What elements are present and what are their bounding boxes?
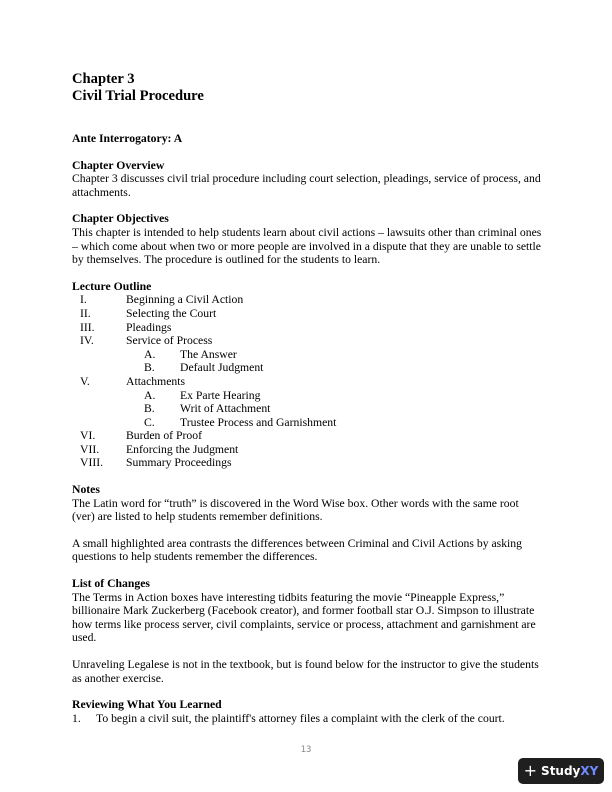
outline-num: III.	[80, 320, 95, 334]
outline-text: Writ of Attachment	[180, 402, 271, 416]
review-item-number: 1.	[72, 711, 81, 725]
page-number: 13	[300, 745, 312, 755]
notes-paragraph: A small highlighted area contrasts the differences between Criminal and Civil Actions by asking questions to help students remember the differences.	[72, 536, 522, 564]
outline-item	[72, 375, 542, 389]
changes-heading: List of Changes	[72, 577, 150, 591]
chapter-number: Chapter 3	[72, 71, 135, 87]
outline-num: VIII.	[80, 456, 104, 470]
overview-text: Chapter 3 discusses civil trial procedure including court selection, pleadings, service of process, and attachments.	[72, 172, 541, 199]
overview-heading: Chapter Overview	[72, 158, 165, 172]
outline-num: V.	[80, 374, 90, 388]
document-page	[72, 71, 542, 725]
outline-text: Selecting the Court	[126, 306, 217, 320]
plus-icon: +	[523, 761, 538, 780]
outline-item	[72, 293, 542, 307]
outline-text: Pleadings	[126, 320, 172, 334]
studyxy-badge[interactable]	[518, 758, 604, 784]
outline-num: IV.	[80, 334, 94, 348]
outline-item	[72, 334, 542, 348]
notes-heading: Notes	[72, 483, 100, 497]
outline-text: Trustee Process and Garnishment	[180, 415, 337, 429]
review-heading: Reviewing What You Learned	[72, 698, 222, 712]
outline-num: II.	[80, 306, 91, 320]
outline-text: Enforcing the Judgment	[126, 442, 239, 456]
outline-num: C.	[144, 415, 155, 429]
objectives-heading: Chapter Objectives	[72, 212, 169, 226]
review-item-text: To begin a civil suit, the plaintiff's attorney files a complaint with the clerk of the court.	[96, 711, 505, 725]
outline-item	[72, 456, 542, 470]
outline-subitem	[72, 402, 542, 416]
outline-text: Ex Parte Hearing	[180, 388, 261, 402]
outline-num: I.	[80, 293, 87, 307]
badge-brand	[541, 764, 598, 778]
objectives-text: This chapter is intended to help students learn about civil actions – lawsuits other than criminal ones – which come about when two or more people are involved in a dispute that they are unable to settle by themselves. The procedure is outlined for the students to learn.	[72, 225, 542, 267]
lecture-outline	[72, 293, 542, 470]
outline-num: VI.	[80, 429, 96, 443]
changes-paragraph: The Terms in Action boxes have interesting tidbits featuring the movie “Pineapple Express,” billionaire Mark Zuckerberg (Facebook creator), and former football star O.J. Simpson to illustrate how terms like process server, civil complaints, service or process, attachment and garnishment are used.	[72, 590, 536, 645]
outline-text: The Answer	[180, 347, 237, 361]
chapter-title: Civil Trial Procedure	[72, 88, 204, 104]
outline-item	[72, 429, 542, 443]
outline-subitem	[72, 389, 542, 403]
outline-text: Burden of Proof	[126, 429, 202, 443]
outline-item	[72, 443, 542, 457]
outline-item	[72, 307, 542, 321]
outline-subitem	[72, 416, 542, 430]
outline-heading: Lecture Outline	[72, 279, 152, 293]
outline-text: Service of Process	[126, 334, 213, 348]
outline-item	[72, 321, 542, 335]
badge-brand-suffix: XY	[580, 764, 599, 778]
notes-paragraph: The Latin word for “truth” is discovered in the Word Wise box. Other words with the same root (ver) are listed to help students remember definitions.	[72, 496, 519, 524]
badge-brand-name: Study	[541, 764, 581, 778]
review-item	[72, 712, 542, 726]
outline-num: A.	[144, 388, 156, 402]
outline-num: VII.	[80, 442, 100, 456]
outline-num: B.	[144, 361, 155, 375]
outline-text: Attachments	[126, 374, 186, 388]
changes-paragraph: Unraveling Legalese is not in the textbook, but is found below for the instructor to give the students as another exercise.	[72, 658, 539, 685]
outline-text: Summary Proceedings	[126, 456, 232, 470]
outline-num: B.	[144, 402, 155, 416]
ante-interrogatory: Ante Interrogatory: A	[72, 132, 183, 145]
outline-subitem	[72, 361, 542, 375]
outline-num: A.	[144, 347, 156, 361]
outline-text: Default Judgment	[180, 361, 264, 375]
outline-text: Beginning a Civil Action	[126, 293, 244, 307]
outline-subitem	[72, 348, 542, 362]
